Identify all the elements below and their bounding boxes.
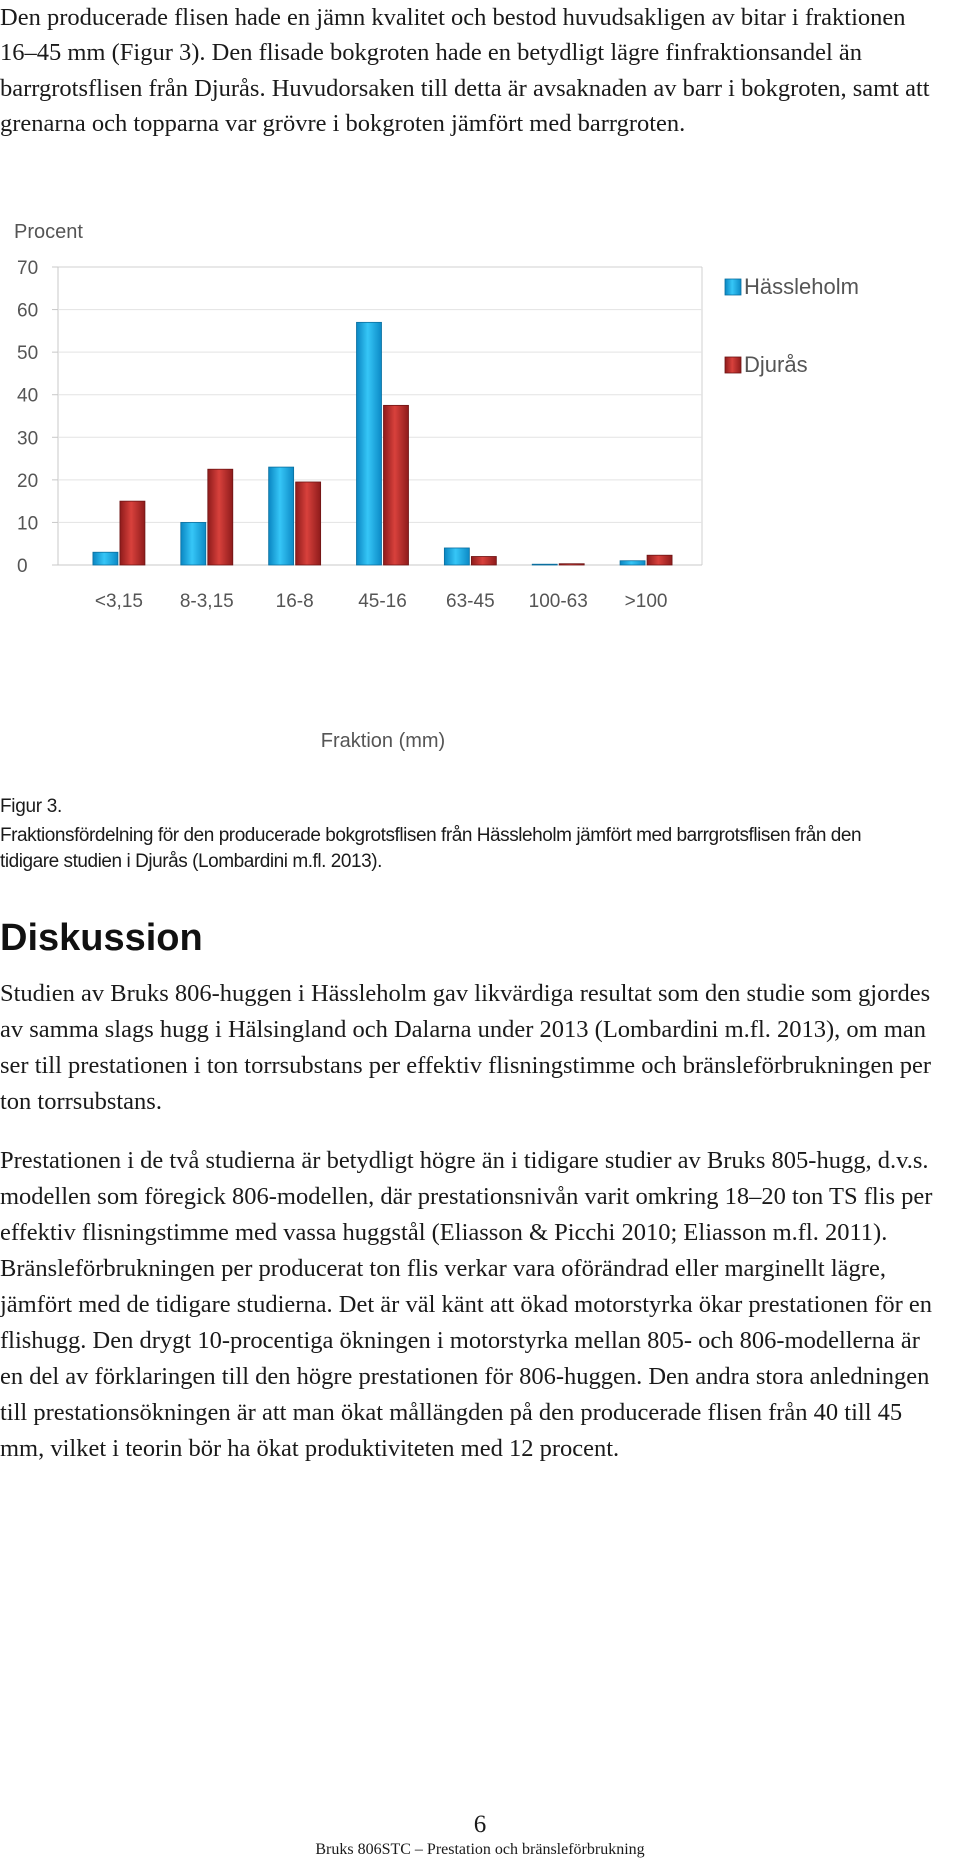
x-tick-label: >100 bbox=[624, 591, 668, 612]
bar-djuras bbox=[120, 501, 145, 565]
page-number: 6 bbox=[473, 1811, 487, 1838]
bar-djuras bbox=[559, 564, 584, 565]
chart-svg bbox=[0, 210, 960, 770]
y-axis-title: Procent bbox=[14, 221, 83, 243]
y-tick-label: 50 bbox=[17, 343, 39, 365]
intro-paragraph: Den producerade flisen hade en jämn kvalitet och bestod huvudsakligen av bitar i fraktionen 16–45 mm (Figur 3). Den flisade bokgroten hade en betydligt lägre finfraktionsandel än barrgrotsflisen från Djurås. Huvudorsaken till detta är avsaknaden av barr i bokgroten, samt att grenarna och topparna var grövre i bokgroten jämfört med barrgroten. bbox=[0, 4, 930, 137]
discussion-paragraph-1: Studien av Bruks 806-huggen i Hässleholm gav likvärdiga resultat som den studie som gjordes av samma slags hugg i Hälsingland och Dalarna under 2013 (Lombardini m.fl. 2013), om man ser till prestationen i ton torrsubstans per effektiv flisningstimme och bränsleförbrukningen per ton torrsubstans. bbox=[0, 980, 932, 1115]
bar-hassleholm bbox=[181, 522, 206, 565]
bar-hassleholm bbox=[532, 564, 557, 565]
y-tick-labels bbox=[17, 258, 38, 577]
bar-djuras bbox=[471, 556, 496, 565]
bar-hassleholm bbox=[620, 561, 645, 565]
bar-djuras bbox=[296, 482, 321, 565]
running-footer: Bruks 806STC – Prestation och bränsleförbrukning bbox=[315, 1841, 645, 1858]
section-title: Diskussion bbox=[0, 917, 203, 959]
figure-caption: Fraktionsfördelning för den producerade bokgrotsflisen från Hässleholm jämfört med barrgrotsflisen från den tidigare studien i Djurås (Lombardini m.fl. 2013). bbox=[0, 825, 862, 872]
y-tick-label: 60 bbox=[17, 300, 39, 322]
y-tick-label: 70 bbox=[17, 258, 39, 279]
x-tick-label: <3,15 bbox=[94, 591, 143, 612]
discussion-paragraph-2: Prestationen i de två studierna är betydligt högre än i tidigare studier av Bruks 805-hugg, d.v.s. modellen som föregick 806-modellen, där prestationsnivån varit omkring 18–20 ton TS flis per effektiv flisningstimme med vassa huggstål (Eliasson & Picchi 2010; Eliasson m.fl. 2011). Bränsleförbrukningen per producerat ton flis verkar vara oförändrad eller marginellt lägre, jämfört med de tidigare studierna. Det är väl känt att ökad motorstyrka ökar prestationen för en flishugg. Den drygt 10-procentiga ökningen i motorstyrka mellan 805- och 806-modellerna är en del av förklaringen till den högre prestationen för 806-huggen. Den andra stora anledningen till prestationsökningen är att man ökat mållängden på den producerade flisen från 40 till 45 mm, vilket i teorin bör ha ökat produktiviteten med 12 procent. bbox=[0, 1147, 933, 1462]
bars bbox=[93, 322, 672, 565]
figure-label: Figur 3. bbox=[0, 796, 63, 817]
legend-swatch-djuras bbox=[725, 357, 741, 373]
legend-swatch-hassleholm bbox=[725, 279, 741, 295]
x-tick-label: 8-3,15 bbox=[179, 591, 234, 612]
bar-hassleholm bbox=[269, 467, 294, 565]
x-tick-label: 100-63 bbox=[528, 591, 588, 612]
bar-hassleholm bbox=[444, 548, 469, 565]
bar-djuras bbox=[208, 469, 233, 565]
legend-label-djuras: Djurås bbox=[744, 352, 808, 377]
y-tick-label: 0 bbox=[17, 556, 28, 577]
x-tick-label: 63-45 bbox=[446, 591, 495, 612]
y-tick-label: 10 bbox=[17, 513, 39, 535]
fraction-distribution-chart bbox=[0, 210, 960, 770]
bar-hassleholm bbox=[357, 322, 382, 565]
legend-label-hassleholm: Hässleholm bbox=[744, 274, 859, 299]
bar-hassleholm bbox=[93, 552, 118, 565]
y-tick-label: 30 bbox=[17, 428, 39, 450]
legend bbox=[725, 274, 859, 377]
bar-djuras bbox=[384, 405, 409, 565]
x-tick-labels bbox=[95, 591, 668, 612]
x-tick-label: 45-16 bbox=[358, 591, 407, 612]
x-tick-label: 16-8 bbox=[275, 591, 314, 612]
x-axis-title: Fraktion (mm) bbox=[320, 730, 446, 752]
y-tick-label: 40 bbox=[17, 385, 39, 407]
y-tick-label: 20 bbox=[17, 470, 39, 492]
bar-djuras bbox=[647, 555, 672, 565]
